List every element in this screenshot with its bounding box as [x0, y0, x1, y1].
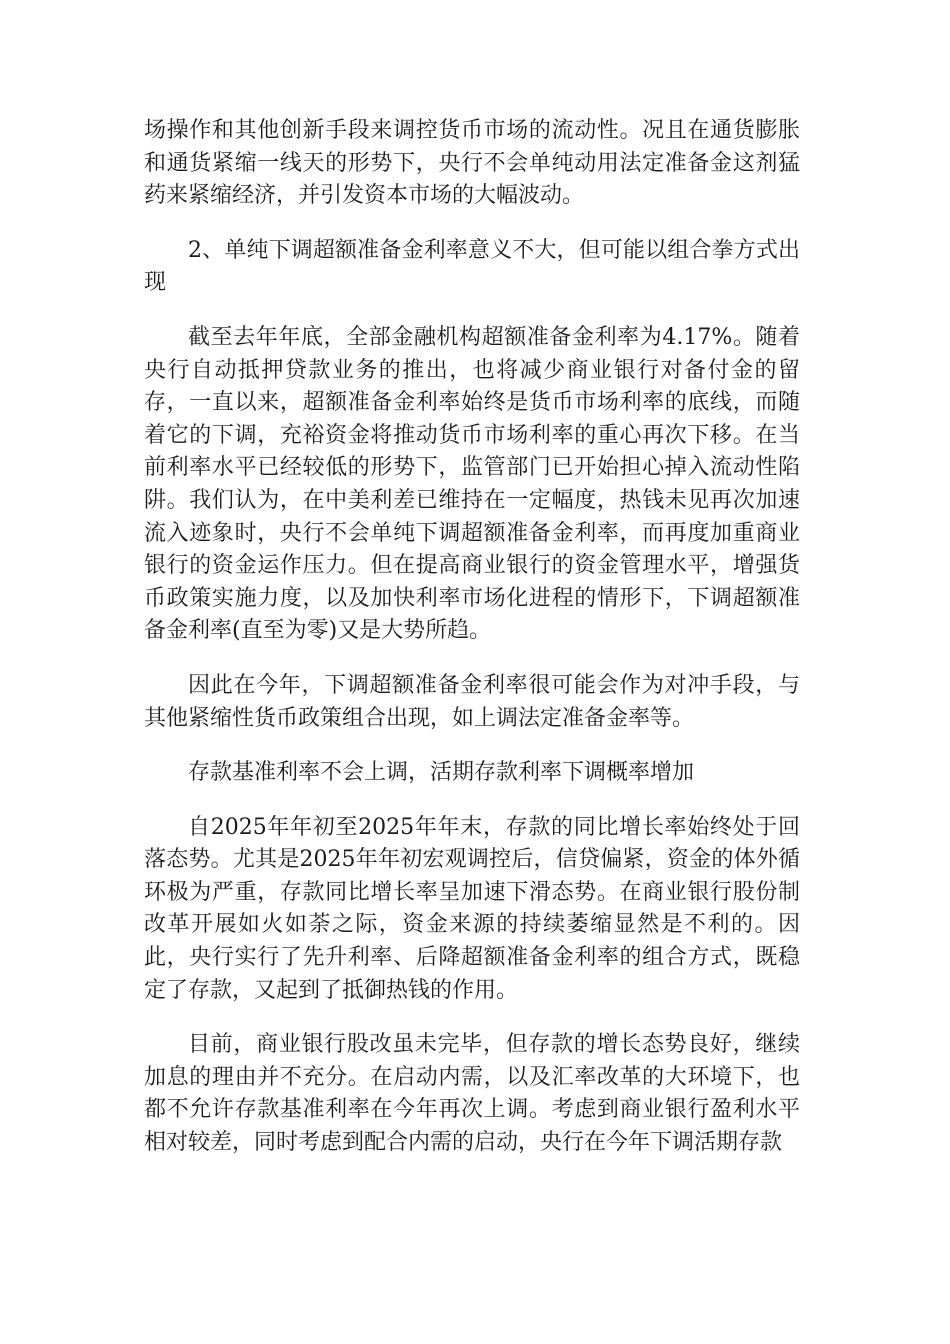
- section-heading-deposit-rate: 存款基准利率不会上调，活期存款利率下调概率增加: [188, 760, 695, 786]
- paragraph-deposit-growth: 自2025年年初至2025年年末，存款的同比增长率始终处于回落态势。尤其是2025年年初宏观调控后，信贷偏紧，资金的体外循环极为严重，存款同比增长率呈加速下滑态势。在商业银行股份制改革开展如火如荼之际，资金来源的持续萎缩显然是不利的。因此，央行实行了先升利率、后降超额准备金利率的组合方式，既稳定了存款，又起到了抵御热钱的作用。: [144, 814, 800, 1003]
- paragraph-hedging-tool: 因此在今年，下调超额准备金利率很可能会作为对冲手段，与其他紧缩性货币政策组合出现，如上调法定准备金率等。: [144, 672, 800, 731]
- paragraph-excess-reserve-rate: 截至去年年底，全部金融机构超额准备金利率为4.17%。随着央行自动抵押贷款业务的推出，也将减少商业银行对备付金的留存，一直以来，超额准备金利率始终是货币市场利率的底线，而随着它的下调，充裕资金将推动货币市场利率的重心再次下移。在当前利率水平已经较低的形势下，监管部门已开始担心掉入流动性陷阱。我们认为，在中美利差已维持在一定幅度，热钱未见再次加速流入迹象时，央行不会单纯下调超额准备金利率，而再度加重商业银行的资金运作压力。但在提高商业银行的资金管理水平，增强货币政策实施力度，以及加快利率市场化进程的情形下，下调超额准备金利率(直至为零)又是大势所趋。: [144, 324, 800, 644]
- document-body: [144, 115, 800, 1182]
- paragraph-continuation: 场操作和其他创新手段来调控货币市场的流动性。况且在通货膨胀和通货紧缩一线天的形势下，央行不会单纯动用法定准备金这剂猛药来紧缩经济，并引发资本市场的大幅波动。: [144, 118, 800, 209]
- paragraph-current-outlook: 目前，商业银行股改虽未完毕，但存款的增长态势良好，继续加息的理由并不充分。在启动内需，以及汇率改革的大环境下，也都不允许存款基准利率在今年再次上调。考虑到商业银行盈利水平相对较差，同时考虑到配合内需的启动，央行在今年下调活期存款: [144, 1032, 800, 1156]
- section-heading-2: 2、单纯下调超额准备金利率意义不大，但可能以组合拳方式出现: [144, 237, 800, 296]
